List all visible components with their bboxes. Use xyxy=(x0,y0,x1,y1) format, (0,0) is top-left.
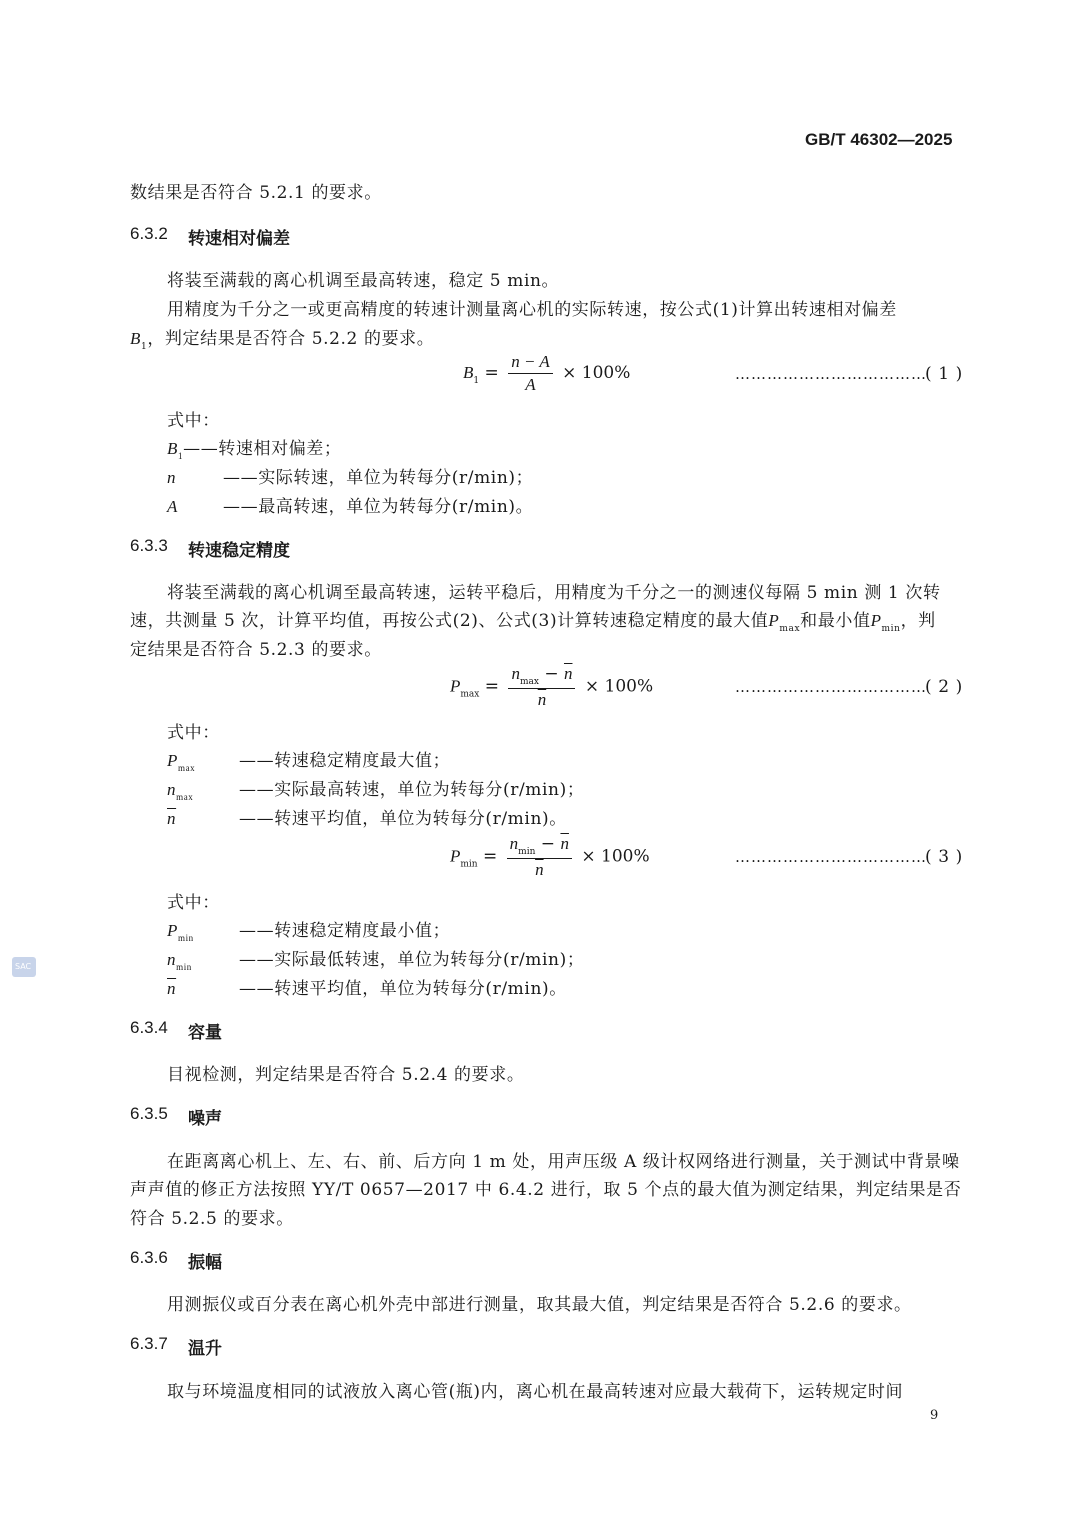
where-label: 式中： xyxy=(167,411,220,431)
formula-3 xyxy=(450,834,650,880)
equals: = xyxy=(484,363,499,383)
paragraph-line: 符合 5.2.5 的要求。 xyxy=(130,1209,294,1229)
fraction xyxy=(508,352,553,395)
section-title: 容量 xyxy=(188,1023,222,1043)
section-number: 6.3.5 xyxy=(130,1104,168,1123)
section-heading-6-3-2 xyxy=(130,224,290,249)
equals: = xyxy=(483,846,498,867)
def-text: ——转速平均值，单位为转每分(r/min)。 xyxy=(239,809,567,829)
subscript: max xyxy=(779,624,801,634)
definition-row xyxy=(167,974,567,999)
def-symbol: A xyxy=(167,497,178,516)
subscript: min xyxy=(881,624,901,634)
formula-lhs: P xyxy=(450,846,461,866)
section-number: 6.3.7 xyxy=(130,1334,168,1353)
def-symbol: $P_{max}$ xyxy=(167,751,196,773)
definition-row xyxy=(167,804,567,829)
section-number: 6.3.4 xyxy=(130,1018,168,1037)
denominator: n xyxy=(537,690,547,709)
def-text: ——转速稳定精度最小值； xyxy=(239,921,451,941)
text: 和最小值 xyxy=(800,611,871,631)
section-title: 振幅 xyxy=(188,1253,222,1273)
times-100-percent: × 100% xyxy=(584,676,654,697)
formula-leader: ……………………………… xyxy=(735,678,927,696)
symbol: P xyxy=(870,611,882,630)
def-symbol: $B_1$ xyxy=(167,439,184,461)
def-text: ——转速稳定精度最大值； xyxy=(239,751,451,771)
formula-label: ( 3 ) xyxy=(925,847,963,867)
side-logo-icon xyxy=(12,957,36,977)
section-title: 噪声 xyxy=(188,1109,222,1129)
formula-2 xyxy=(450,664,653,710)
formula-lhs-sub: max xyxy=(460,689,480,700)
paragraph-line: 在距离离心机上、左、右、前、后方向 1 m 处，用声压级 A 级计权网络进行测量，关于测试中背景噪 xyxy=(167,1152,960,1172)
paragraph-line: 将装至满载的离心机调至最高转速，运转平稳后，用精度为千分之一的测速仪每隔 5 min 测 1 次转 xyxy=(167,583,941,603)
continuation-text: 数结果是否符合 5.2.1 的要求。 xyxy=(130,183,382,203)
fraction xyxy=(507,834,572,880)
formula-1 xyxy=(463,352,630,395)
def-symbol: $n_{max}$ xyxy=(167,780,194,802)
definition-row xyxy=(167,463,533,488)
def-text: ——实际最低转速，单位为转每分(r/min)； xyxy=(239,950,585,970)
formula-leader: ……………………………… xyxy=(735,365,927,383)
fraction xyxy=(508,664,575,710)
page-number: 9 xyxy=(930,1408,939,1423)
definition-row xyxy=(167,492,533,517)
symbol: P xyxy=(768,611,780,630)
def-symbol: $n_{min}$ xyxy=(167,950,192,972)
numerator: n − A xyxy=(508,352,553,374)
paragraph: 取与环境温度相同的试液放入离心管(瓶)内，离心机在最高转速对应最大载荷下，运转规定时间 xyxy=(167,1382,904,1402)
def-text: ——转速平均值，单位为转每分(r/min)。 xyxy=(239,979,567,999)
section-heading-6-3-5 xyxy=(130,1104,222,1129)
section-title: 转速稳定精度 xyxy=(188,541,290,561)
definition-row xyxy=(167,945,584,972)
paragraph: 将装至满载的离心机调至最高转速，稳定 5 min。 xyxy=(167,271,560,291)
definition-row xyxy=(167,916,450,943)
paragraph-line: 用精度为千分之一或更高精度的转速计测量离心机的实际转速，按公式(1)计算出转速相对偏差 xyxy=(167,300,897,320)
paragraph: 目视检测，判定结果是否符合 5.2.4 的要求。 xyxy=(167,1065,525,1085)
denominator: A xyxy=(525,375,536,394)
section-number: 6.3.3 xyxy=(130,536,168,555)
subscript: 1 xyxy=(140,342,148,352)
times-100-percent: × 100% xyxy=(562,363,631,383)
section-heading-6-3-7 xyxy=(130,1334,222,1359)
paragraph-line xyxy=(130,606,936,634)
def-symbol: $P_{min}$ xyxy=(167,921,194,943)
definition-row xyxy=(167,775,584,802)
formula-label: ( 1 ) xyxy=(925,364,963,384)
def-text: ——转速相对偏差； xyxy=(183,439,342,459)
section-number: 6.3.2 xyxy=(130,224,168,243)
def-text: ——实际最高转速，单位为转每分(r/min)； xyxy=(239,780,585,800)
document-number: GB/T 46302—2025 xyxy=(805,130,953,149)
paragraph-line xyxy=(130,324,434,352)
paragraph-line: 声声值的修正方法按照 YY/T 0657—2017 中 6.4.2 进行，取 5 个点的最大值为测定结果，判定结果是否 xyxy=(130,1180,962,1200)
formula-lhs-sub: min xyxy=(460,859,478,870)
paragraph: 用测振仪或百分表在离心机外壳中部进行测量，取其最大值，判定结果是否符合 5.2.6 的要求。 xyxy=(167,1295,912,1315)
section-number: 6.3.6 xyxy=(130,1248,168,1267)
def-text: ——最高转速，单位为转每分(r/min)。 xyxy=(223,497,534,517)
section-heading-6-3-4 xyxy=(130,1018,222,1043)
text: 速，共测量 5 次，计算平均值，再按公式(2)、公式(3)计算转速稳定精度的最大值 xyxy=(130,611,769,631)
section-title: 温升 xyxy=(188,1339,222,1359)
formula-lhs: B xyxy=(463,363,474,382)
where-label: 式中： xyxy=(167,723,220,743)
formula-leader: ……………………………… xyxy=(735,848,927,866)
text: ，判 xyxy=(900,611,936,631)
where-label: 式中： xyxy=(167,893,220,913)
text: ，判定结果是否符合 5.2.2 的要求。 xyxy=(147,329,435,349)
def-symbol: $\overline{n}$ xyxy=(167,809,177,828)
def-text: ——实际转速，单位为转每分(r/min)； xyxy=(223,468,534,488)
equals: = xyxy=(484,676,500,697)
side-logo-text: SAC xyxy=(15,962,32,971)
formula-lhs: P xyxy=(450,676,461,696)
numerator: $n_{max} - \overline{n}$ xyxy=(508,664,575,689)
section-heading-6-3-6 xyxy=(130,1248,222,1273)
definition-row xyxy=(167,746,450,773)
formula-lhs-sub: 1 xyxy=(473,376,480,386)
times-100-percent: × 100% xyxy=(581,846,650,867)
section-title: 转速相对偏差 xyxy=(188,229,290,249)
paragraph-line: 定结果是否符合 5.2.3 的要求。 xyxy=(130,640,382,660)
def-symbol: n xyxy=(167,468,177,487)
denominator: n xyxy=(535,860,544,879)
section-heading-6-3-3 xyxy=(130,536,290,561)
formula-label: ( 2 ) xyxy=(925,677,963,697)
numerator: $n_{min} - \overline{n}$ xyxy=(507,834,572,859)
def-symbol: $\overline{n}$ xyxy=(167,979,177,998)
symbol: B xyxy=(130,329,141,348)
definition-row xyxy=(167,434,342,461)
